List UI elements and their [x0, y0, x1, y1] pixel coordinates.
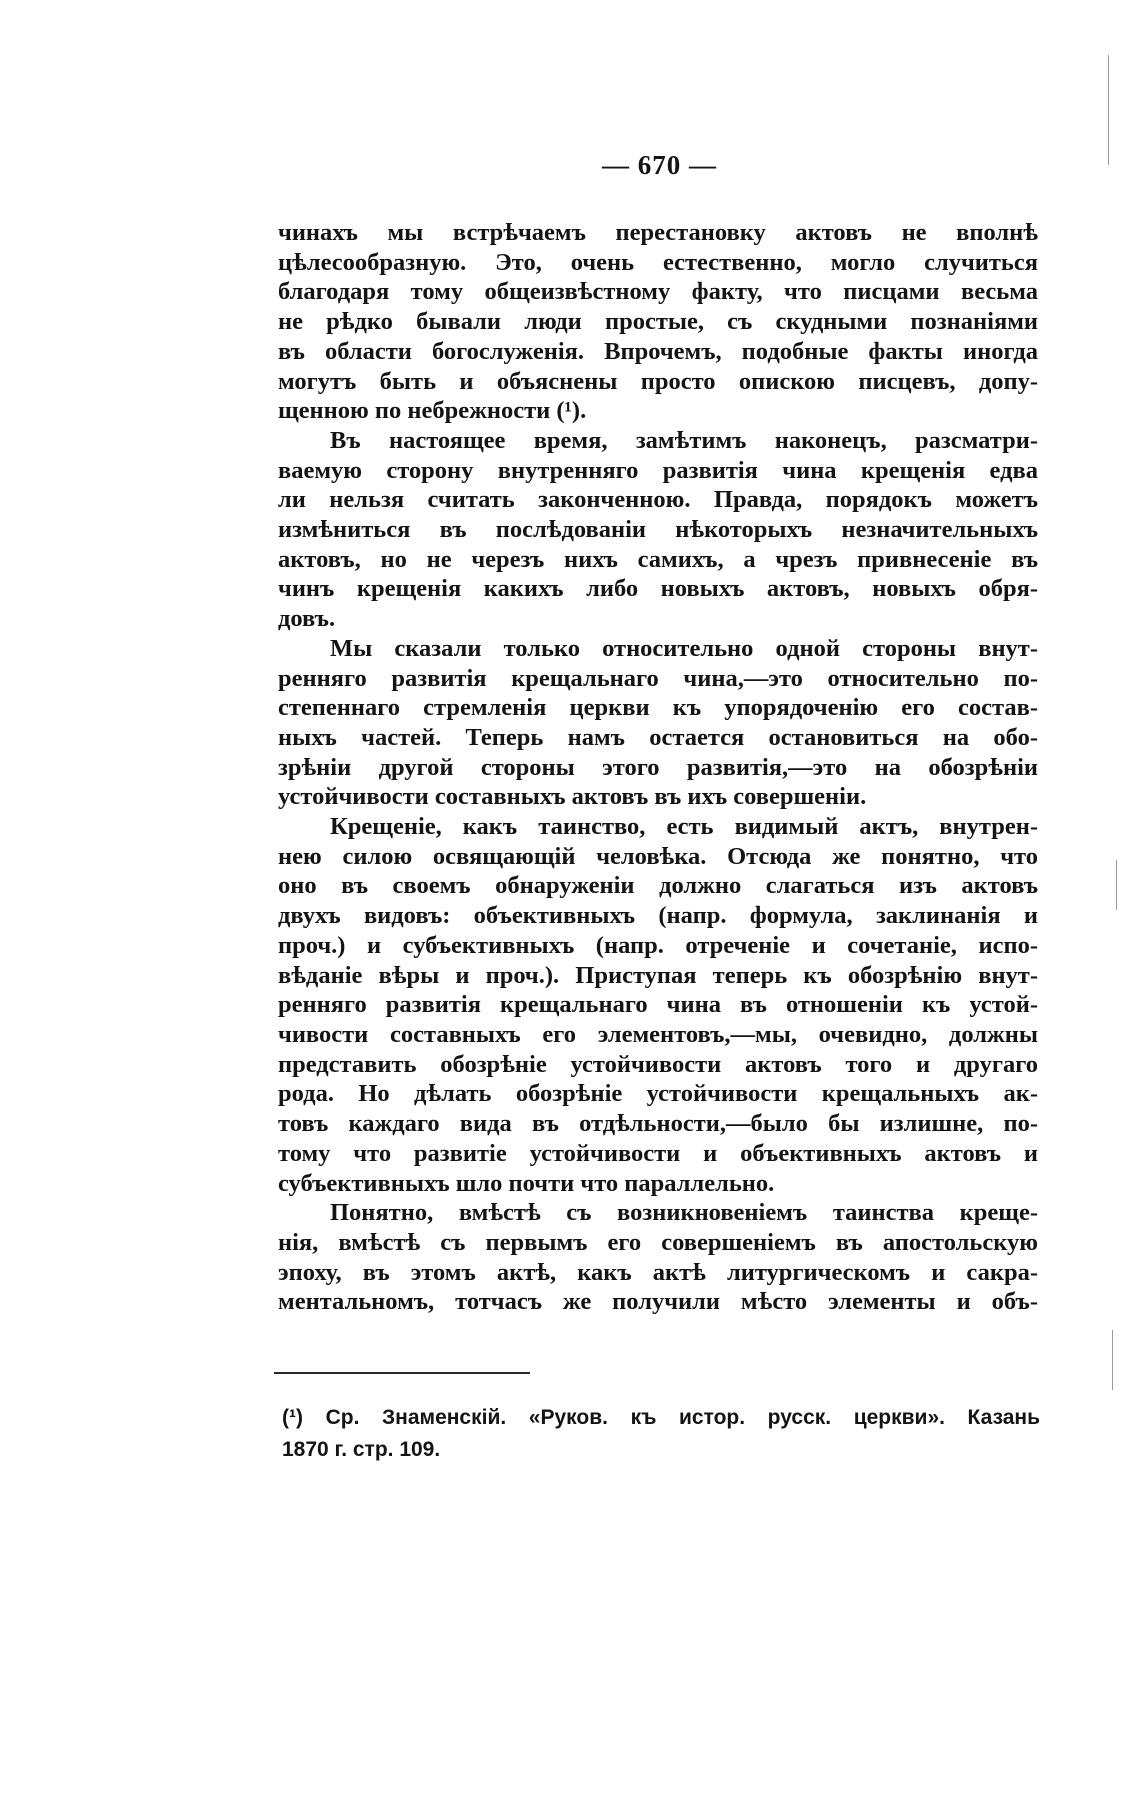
text-line: ли нельзя считать законченною. Правда, порядокъ можетъ [278, 486, 1038, 514]
text-line: вѣданіе вѣры и проч.). Приступая теперь къ обозрѣнію внут- [278, 961, 1038, 989]
text-line: Въ настоящее время, замѣтимъ наконецъ, разсматри- [330, 426, 1038, 454]
footnote-line: (¹) Ср. Знаменскій. «Руков. къ истор. русск. церкви». Казань [282, 1406, 1040, 1429]
paragraph-1 [278, 218, 1038, 426]
text-line: щенною по небрежности (¹). [278, 397, 587, 425]
text-line: проч.) и субъективныхъ (напр. отреченіе и сочетаніе, испо- [278, 931, 1038, 959]
text-line: устойчивости составныхъ актовъ въ ихъ совершеніи. [278, 783, 867, 811]
scan-edge-mark [1116, 860, 1117, 910]
text-line: могутъ быть и объяснены просто опискою писцевъ, допу- [278, 367, 1038, 395]
text-line: чинъ крещенія какихъ либо новыхъ актовъ, новыхъ обря- [278, 575, 1038, 603]
paragraph-4 [278, 812, 1038, 1198]
text-line: эпоху, въ этомъ актѣ, какъ актѣ литургическомъ и сакра- [278, 1258, 1038, 1286]
text-line: субъективныхъ шло почти что параллельно. [278, 1169, 775, 1197]
paragraph-5 [278, 1198, 1038, 1317]
text-line: чинахъ мы встрѣчаемъ перестановку актовъ не вполнѣ [278, 219, 1038, 246]
paragraph-2 [278, 426, 1038, 634]
text-line: рода. Но дѣлать обозрѣніе устойчивости крещальныхъ ак- [278, 1080, 1038, 1108]
text-line: степеннаго стремленія церкви къ упорядоченію его состав- [278, 694, 1038, 722]
text-line: нія, вмѣстѣ съ первымъ его совершеніемъ въ апостольскую [278, 1228, 1038, 1256]
footnote-line: 1870 г. стр. 109. [282, 1438, 441, 1461]
text-line: не рѣдко бывали люди простые, съ скудными познаніями [278, 308, 1038, 336]
text-line: Мы сказали только относительно одной стороны внут- [330, 634, 1038, 662]
footnote-divider [274, 1372, 530, 1374]
text-line: ренняго развитія крещальнаго чина въ отношеніи къ устой- [278, 991, 1038, 1019]
text-line: благодаря тому общеизвѣстному факту, что писцами весьма [278, 278, 1038, 306]
text-line: ментальномъ, тотчасъ же получили мѣсто элементы и объ- [278, 1288, 1038, 1316]
text-line: измѣниться въ послѣдованіи нѣкоторыхъ незначительныхъ [278, 516, 1038, 544]
text-line: цѣлесообразную. Это, очень естественно, могло случиться [278, 248, 1038, 276]
text-line: тому что развитіе устойчивости и объективныхъ актовъ и [278, 1139, 1038, 1167]
text-line: довъ. [278, 605, 336, 633]
text-line: двухъ видовъ: объективныхъ (напр. формула, заклинанія и [278, 902, 1038, 930]
text-line: товъ каждаго вида въ отдѣльности,—было бы излишне, по- [278, 1110, 1038, 1138]
text-line: ренняго развитія крещальнаго чина,—это относительно по- [278, 664, 1038, 692]
text-line: нею силою освящающій человѣка. Отсюда же понятно, что [278, 842, 1038, 870]
text-line: оно въ своемъ обнаруженіи должно слагаться изъ актовъ [278, 872, 1038, 900]
paragraph-3 [278, 634, 1038, 812]
text-line: Понятно, вмѣстѣ съ возникновеніемъ таинства креще- [330, 1199, 1038, 1227]
footnote [282, 1402, 1040, 1466]
text-line: Крещеніе, какъ таинство, есть видимый актъ, внутрен- [330, 813, 1038, 841]
text-line: въ области богослуженія. Впрочемъ, подобные факты иногда [278, 337, 1038, 365]
scan-edge-mark [1112, 1330, 1113, 1390]
text-line: ныхъ частей. Теперь намъ остается остановиться на обо- [278, 723, 1038, 751]
text-line: зрѣніи другой стороны этого развитія,—это на обозрѣніи [278, 753, 1038, 781]
text-line: ваемую сторону внутренняго развитія чина крещенія едва [278, 456, 1038, 484]
text-line: актовъ, но не черезъ нихъ самихъ, а чрезъ привнесеніе въ [278, 545, 1038, 573]
text-line: представить обозрѣніе устойчивости актовъ того и другаго [278, 1050, 1038, 1078]
text-line: чивости составныхъ его элементовъ,—мы, очевидно, должны [278, 1020, 1038, 1048]
page-number-text: — 670 — [602, 150, 717, 180]
body-text [278, 218, 1038, 1317]
scan-edge-mark [1108, 55, 1109, 165]
